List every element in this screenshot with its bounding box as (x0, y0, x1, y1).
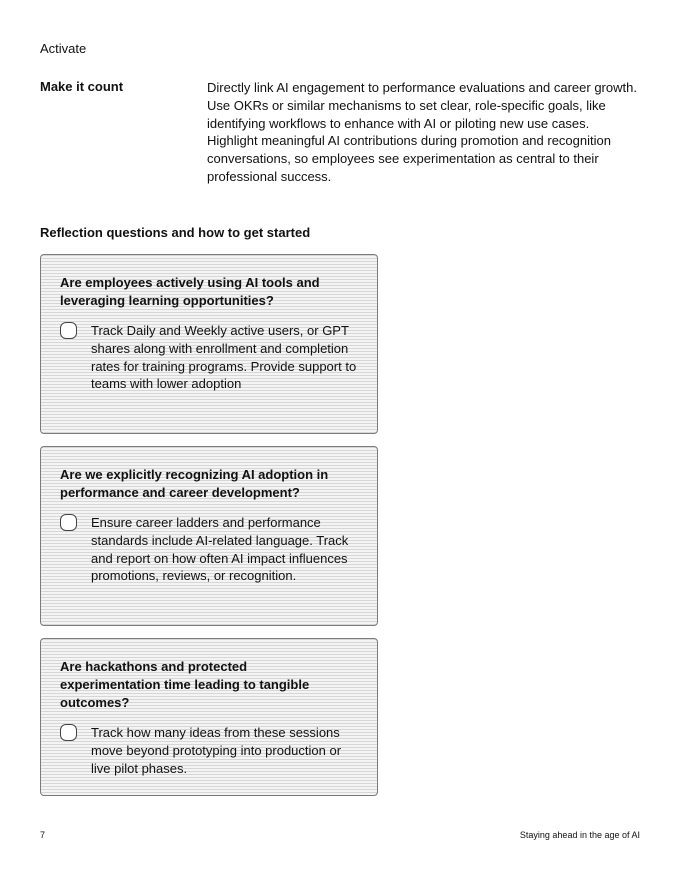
reflection-heading: Reflection questions and how to get started (40, 225, 311, 240)
make-it-count-body: Directly link AI engagement to performance evaluations and career growth. Use OKRs or similar mechanisms to set clear, role-specific goals, like identifying workflows to enhance with AI or piloting new use cases. Highlight meaningful AI contributions during promotion and recognition conversations, so employees see experimentation as central to their professional success. (207, 80, 637, 184)
reflection-action-text: Track how many ideas from these sessions move beyond prototyping into production or live pilot phases. (91, 725, 342, 776)
reflection-question: Are employees actively using AI tools and leveraging learning opportunities? (60, 275, 320, 308)
reflection-card (40, 446, 378, 626)
make-it-count-label: Make it count (40, 79, 124, 94)
reflection-question: Are hackathons and protected experimentation time leading to tangible outcomes? (60, 659, 310, 710)
checkbox[interactable] (60, 322, 77, 339)
reflection-action-item (60, 514, 359, 585)
page-number: 7 (40, 830, 46, 840)
reflection-card (40, 254, 378, 434)
reflection-action-text: Ensure career ladders and performance standards include AI-related language. Track and report on how often AI impact influences promotions, reviews, or recognition. (91, 515, 349, 584)
reflection-card (40, 638, 378, 796)
section-label: Activate (40, 41, 87, 56)
checkbox[interactable] (60, 514, 77, 531)
reflection-question: Are we explicitly recognizing AI adoption in performance and career development? (60, 467, 329, 500)
reflection-action-text: Track Daily and Weekly active users, or GPT shares along with enrollment and completion rates for training programs. Provide support to teams with lower adoption (91, 323, 357, 392)
document-title: Staying ahead in the age of AI (519, 830, 640, 840)
reflection-action-item (60, 322, 359, 393)
checkbox[interactable] (60, 724, 77, 741)
reflection-action-item (60, 724, 359, 777)
